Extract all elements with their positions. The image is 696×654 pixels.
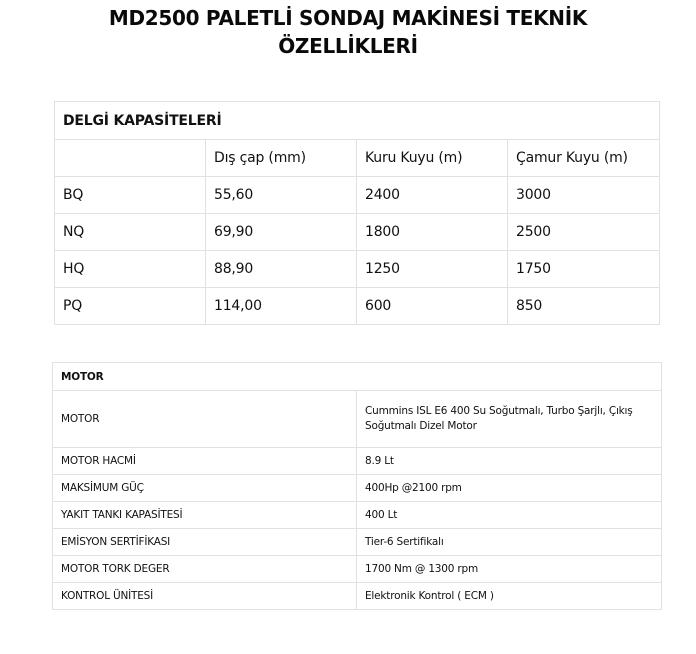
spec-value: Tier-6 Sertifikalı [357, 529, 662, 556]
spec-label: KONTROL ÜNİTESİ [53, 583, 357, 610]
spec-value: Elektronik Kontrol ( ECM ) [357, 583, 662, 610]
table-row [55, 177, 660, 214]
cell-dry-well: 2400 [357, 177, 508, 214]
drill-capacity-section-header [55, 102, 660, 140]
motor-section-header [53, 363, 662, 391]
drill-capacity-column-headers [55, 140, 660, 177]
motor-spec-table [52, 362, 662, 610]
spec-row [53, 583, 662, 610]
spec-row [53, 529, 662, 556]
cell-mud-well: 3000 [508, 177, 660, 214]
cell-type: BQ [55, 177, 206, 214]
cell-dry-well: 1250 [357, 251, 508, 288]
spec-value: 400Hp @2100 rpm [357, 475, 662, 502]
table-row [55, 251, 660, 288]
cell-type: PQ [55, 288, 206, 325]
cell-dry-well: 600 [357, 288, 508, 325]
page-title [0, 4, 696, 60]
column-header-outer-diameter: Dış çap (mm) [206, 140, 357, 177]
cell-type: NQ [55, 214, 206, 251]
spec-row [53, 502, 662, 529]
page-title-line-1: MD2500 PALETLİ SONDAJ MAKİNESİ TEKNİK [108, 6, 588, 30]
cell-mud-well: 1750 [508, 251, 660, 288]
spec-label: YAKIT TANKI KAPASİTESİ [53, 502, 357, 529]
spec-label: MAKSİMUM GÜÇ [53, 475, 357, 502]
cell-mud-well: 850 [508, 288, 660, 325]
column-header-dry-well: Kuru Kuyu (m) [357, 140, 508, 177]
spec-label: EMİSYON SERTİFİKASI [53, 529, 357, 556]
cell-outer-diameter: 88,90 [206, 251, 357, 288]
spec-row [53, 556, 662, 583]
spec-row [53, 448, 662, 475]
page-title-line-2: ÖZELLİKLERİ [278, 34, 418, 58]
cell-outer-diameter: 114,00 [206, 288, 357, 325]
cell-type: HQ [55, 251, 206, 288]
spec-label: MOTOR HACMİ [53, 448, 357, 475]
spec-value: 8.9 Lt [357, 448, 662, 475]
drill-capacity-table [54, 101, 660, 325]
table-row [55, 288, 660, 325]
column-header-type [55, 140, 206, 177]
drill-capacity-title: DELGİ KAPASİTELERİ [55, 102, 660, 140]
spec-label: MOTOR [53, 391, 357, 448]
spec-value: 400 Lt [357, 502, 662, 529]
spec-value: 1700 Nm @ 1300 rpm [357, 556, 662, 583]
table-row [55, 214, 660, 251]
spec-row [53, 391, 662, 448]
cell-outer-diameter: 69,90 [206, 214, 357, 251]
cell-mud-well: 2500 [508, 214, 660, 251]
spec-row [53, 475, 662, 502]
cell-outer-diameter: 55,60 [206, 177, 357, 214]
cell-dry-well: 1800 [357, 214, 508, 251]
motor-section-title: MOTOR [53, 363, 662, 391]
column-header-mud-well: Çamur Kuyu (m) [508, 140, 660, 177]
spec-value: Cummins ISL E6 400 Su Soğutmalı, Turbo Şarjlı, Çıkış Soğutmalı Dizel Motor [357, 391, 662, 448]
spec-label: MOTOR TORK DEGER [53, 556, 357, 583]
